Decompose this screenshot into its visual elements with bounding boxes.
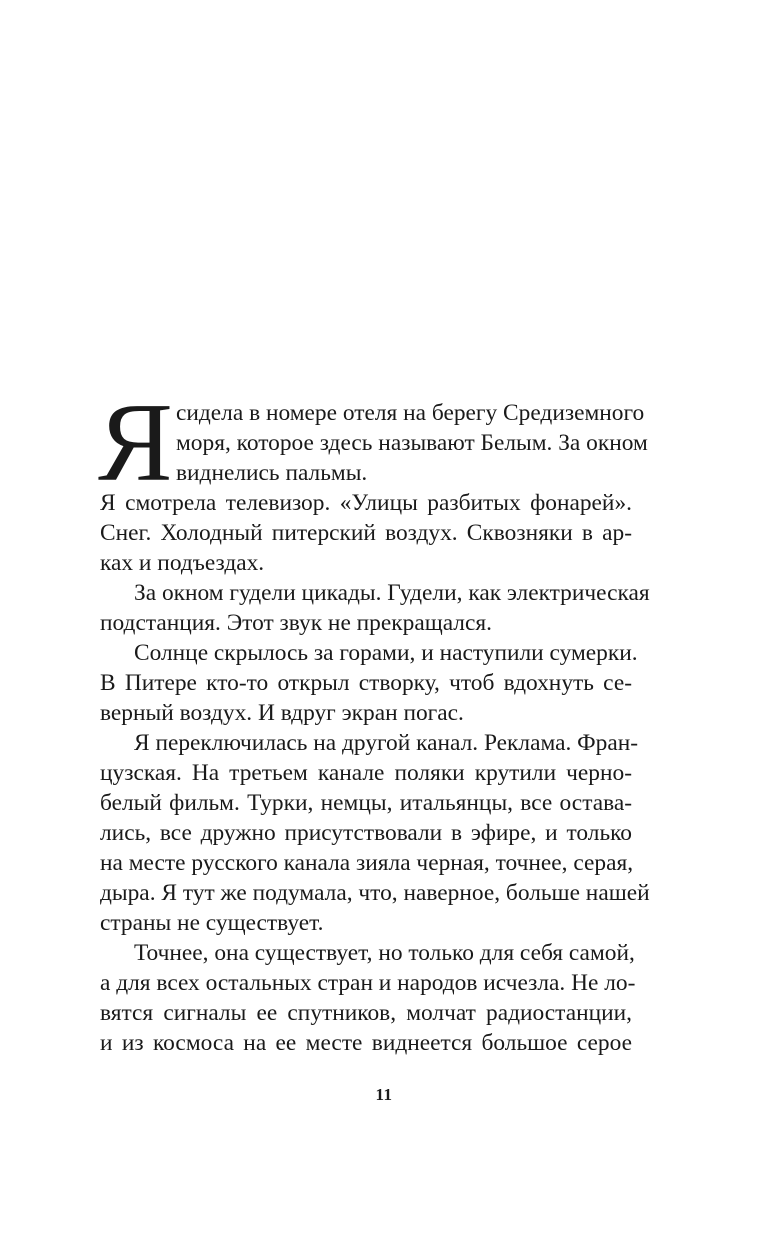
text-line: В Питере кто-то открыл створку, чтоб вдохнуть се- bbox=[100, 670, 632, 696]
body-text bbox=[98, 381, 650, 1058]
text-line: вятся сигналы ее спутников, молчат радиостанции, bbox=[100, 1000, 632, 1026]
text-line: виднелись пальмы. bbox=[176, 460, 368, 486]
text-line: дыра. Я тут же подумала, что, наверное, больше нашей bbox=[100, 880, 650, 906]
text-line: подстанция. Этот звук не прекращался. bbox=[100, 610, 492, 636]
paragraph bbox=[100, 488, 632, 578]
text-line: верный воздух. И вдруг экран погас. bbox=[100, 700, 464, 726]
text-line: страны не существует. bbox=[100, 910, 324, 936]
text-line: белый фильм. Турки, немцы, итальянцы, все остава- bbox=[100, 790, 632, 816]
text-line: Точнее, она существует, но только для себя самой, bbox=[134, 940, 635, 966]
drop-cap: Я bbox=[98, 381, 173, 505]
text-line: моря, которое здесь называют Белым. За окном bbox=[176, 430, 648, 456]
text-line: Снег. Холодный питерский воздух. Сквозняки в ар- bbox=[100, 520, 632, 546]
paragraph bbox=[100, 728, 650, 938]
text-line: на месте русского канала зияла черная, точнее, серая, bbox=[100, 850, 634, 876]
text-line: цузская. На третьем канале поляки крутили черно- bbox=[100, 760, 632, 786]
paragraph bbox=[100, 938, 636, 1058]
text-line: и из космоса на ее месте виднеется большое серое bbox=[100, 1030, 632, 1056]
text-line: а для всех остальных стран и народов исчезла. Не ло- bbox=[100, 970, 636, 996]
text-line: За окном гудели цикады. Гудели, как электрическая bbox=[134, 580, 650, 606]
text-line: Солнце скрылось за горами, и наступили сумерки. bbox=[134, 640, 638, 666]
text-line: Я смотрела телевизор. «Улицы разбитых фонарей». bbox=[100, 490, 632, 516]
paragraph bbox=[100, 578, 650, 638]
text-line: сидела в номере отеля на берегу Средиземного bbox=[176, 400, 645, 426]
text-line: ках и подъездах. bbox=[100, 550, 265, 576]
text-line: лись, все дружно присутствовали в эфире, и только bbox=[100, 820, 632, 846]
paragraph bbox=[100, 638, 638, 728]
paragraph bbox=[100, 398, 648, 488]
text-line: Я переключилась на другой канал. Реклама. Фран- bbox=[134, 730, 639, 756]
page-number: 11 bbox=[375, 1085, 393, 1104]
